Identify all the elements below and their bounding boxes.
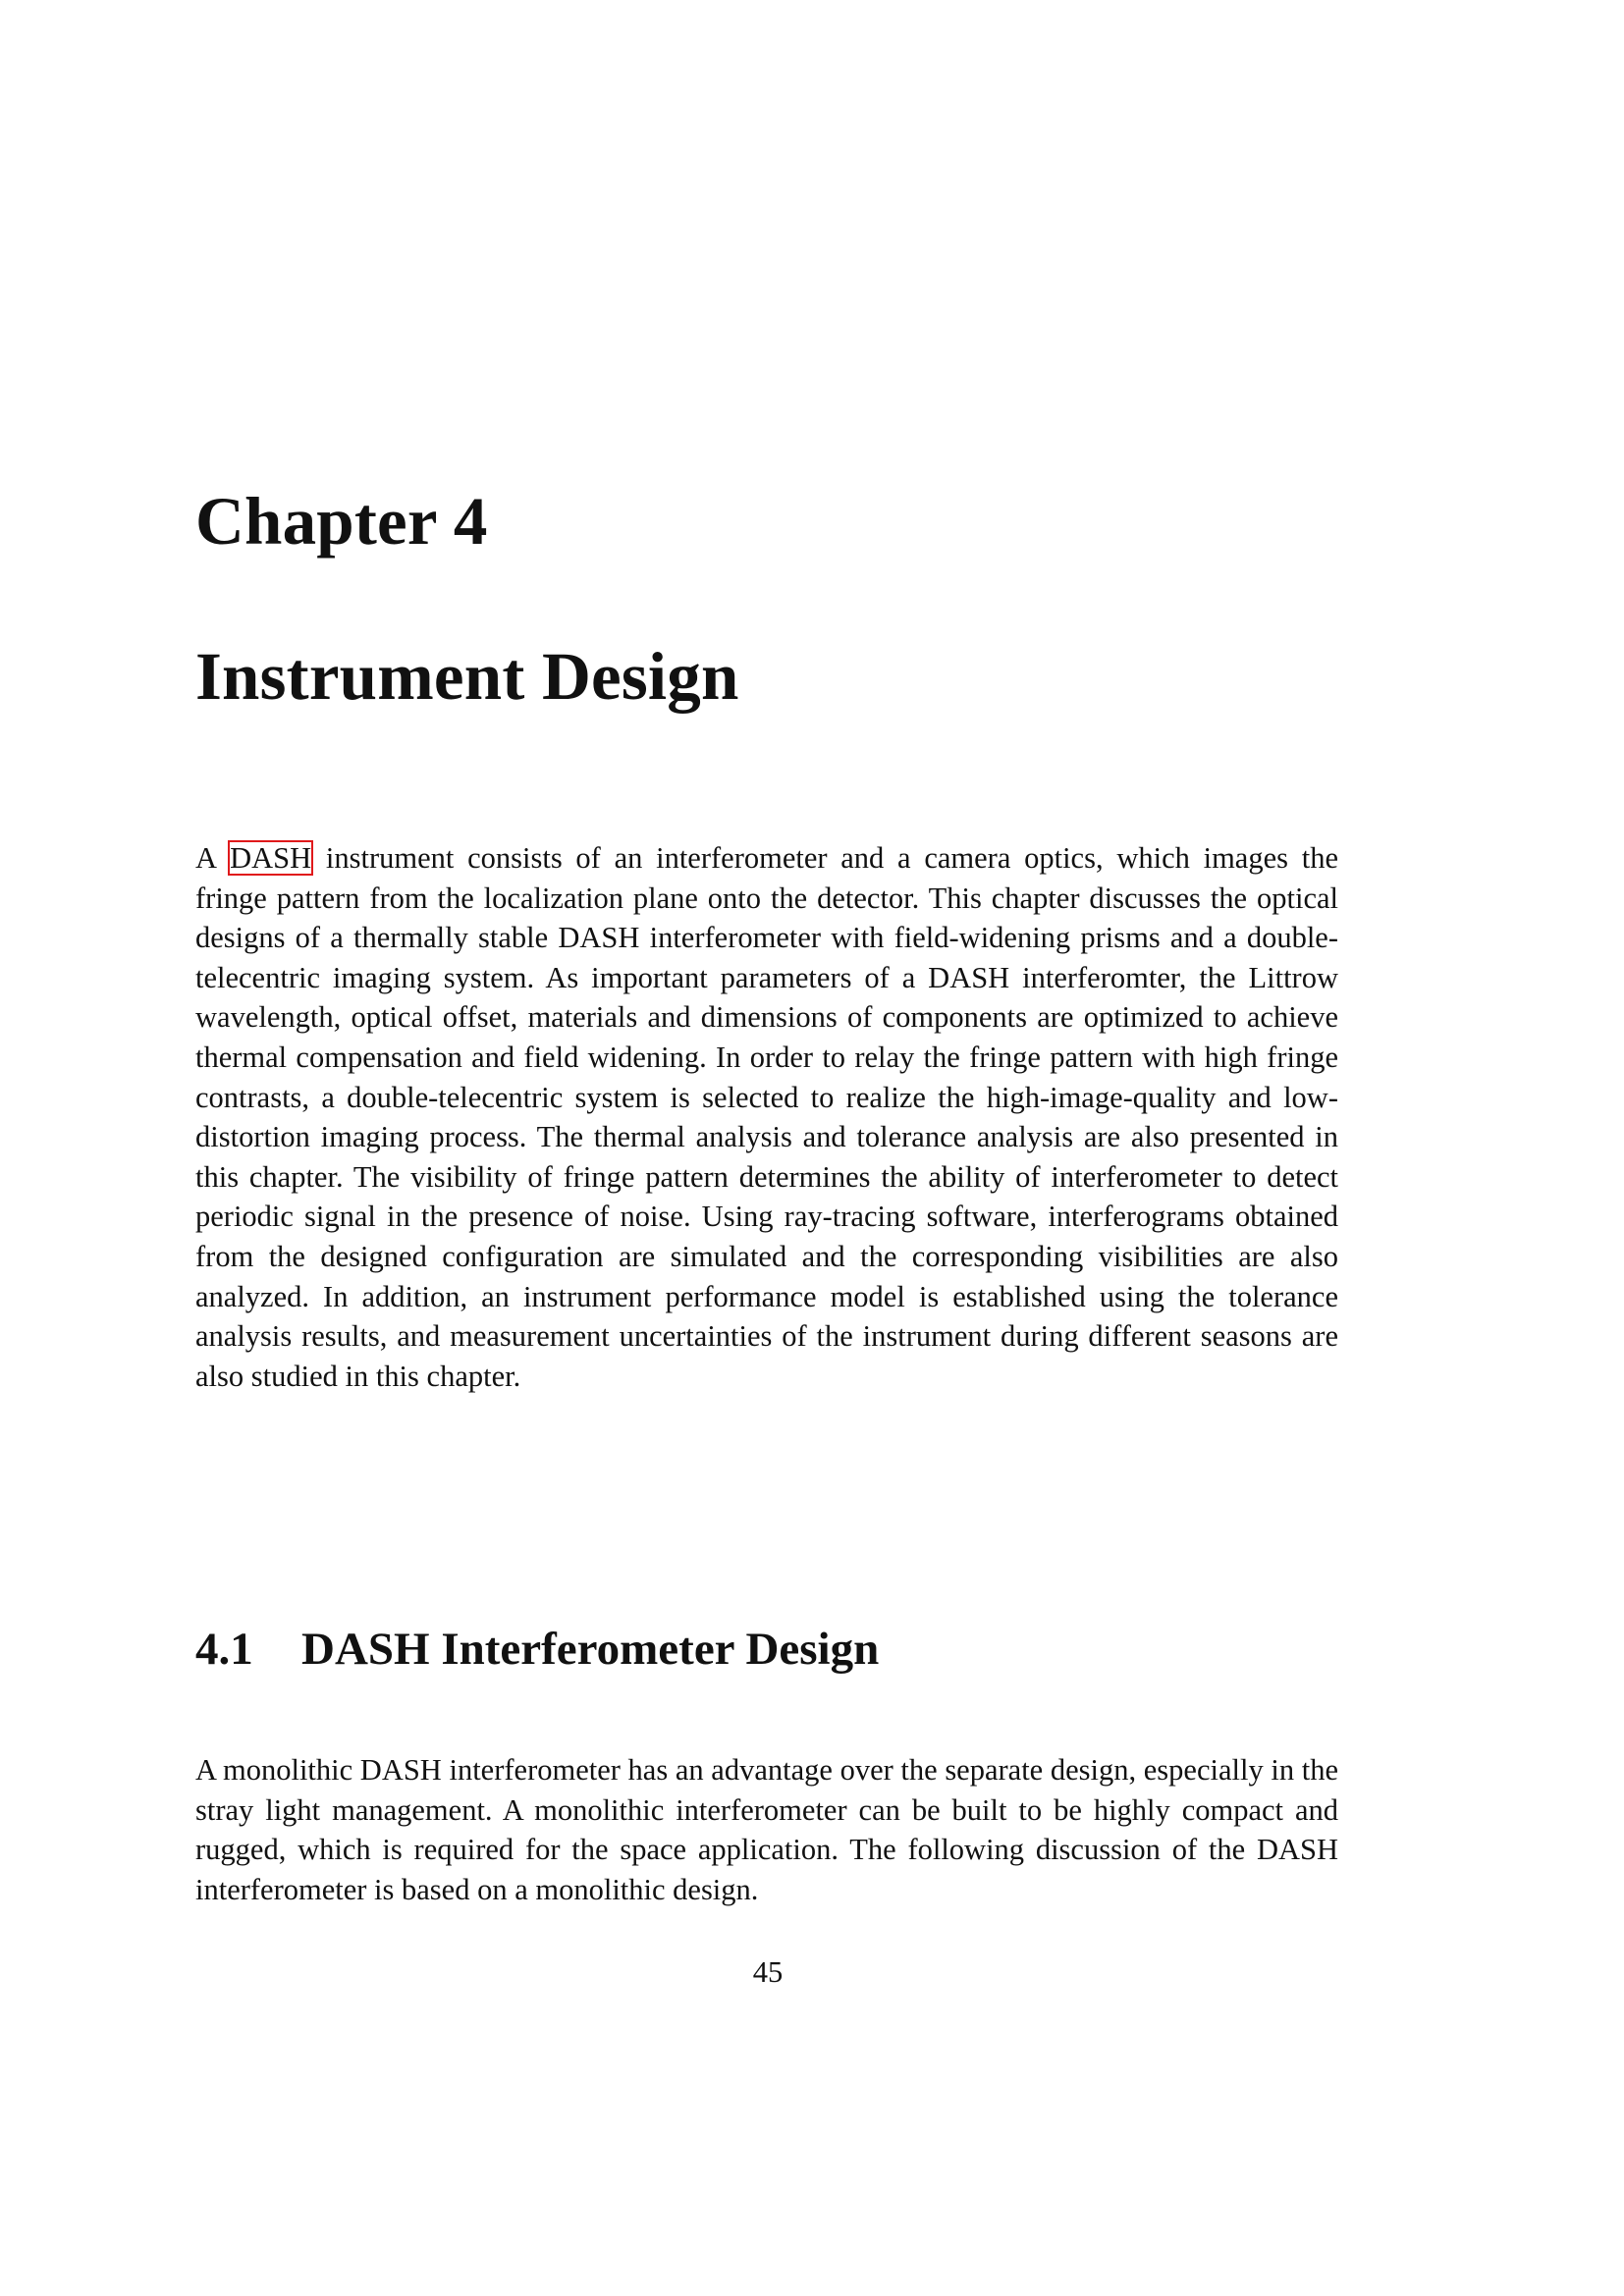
intro-lead: A [195,841,216,875]
section-title: DASH Interferometer Design [301,1624,880,1675]
page-number: 45 [752,1955,784,1989]
section-number: 4.1 [195,1624,253,1675]
chapter-title: Instrument Design [195,639,739,714]
section-paragraph: A monolithic DASH interferometer has an advantage over the separate design, especially in the stray light management. A monolithic interferometer can be built to be highly compact and rugged, which is required for the space application. The following discussion of the DASH interferometer is based on a monolithic design. [195,1753,1338,1906]
section-heading [195,1624,880,1675]
intro-paragraph [195,838,1338,1396]
chapter-label: Chapter 4 [195,484,488,559]
intro-text: instrument consists of an interferometer and a camera optics, which images the fringe pattern from the localization plane onto the detector. This chapter discusses the optical designs of a thermally stable DASH interferometer with field-widening prisms and a double-telecentric imaging system. As important parameters of a DASH interferomter, the Littrow wavelength, optical offset, materials and dimensions of components are optimized to achieve thermal compensation and field widening. In order to relay the fringe pattern with high fringe contrasts, a double-telecentric system is selected to realize the high-image-quality and low-distortion imaging process. The thermal analysis and tolerance analysis are also presented in this chapter. The visibility of fringe pattern determines the ability of interferometer to detect periodic signal in the presence of noise. Using ray-tracing software, interferograms obtained from the designed configuration are simulated and the corresponding visibilities are also analyzed. In addition, an instrument performance model is established using the tolerance analysis results, and measurement uncertainties of the instrument during different seasons are also studied in this chapter. [195,841,1339,1393]
dash-acronym-link[interactable]: DASH [230,841,312,875]
